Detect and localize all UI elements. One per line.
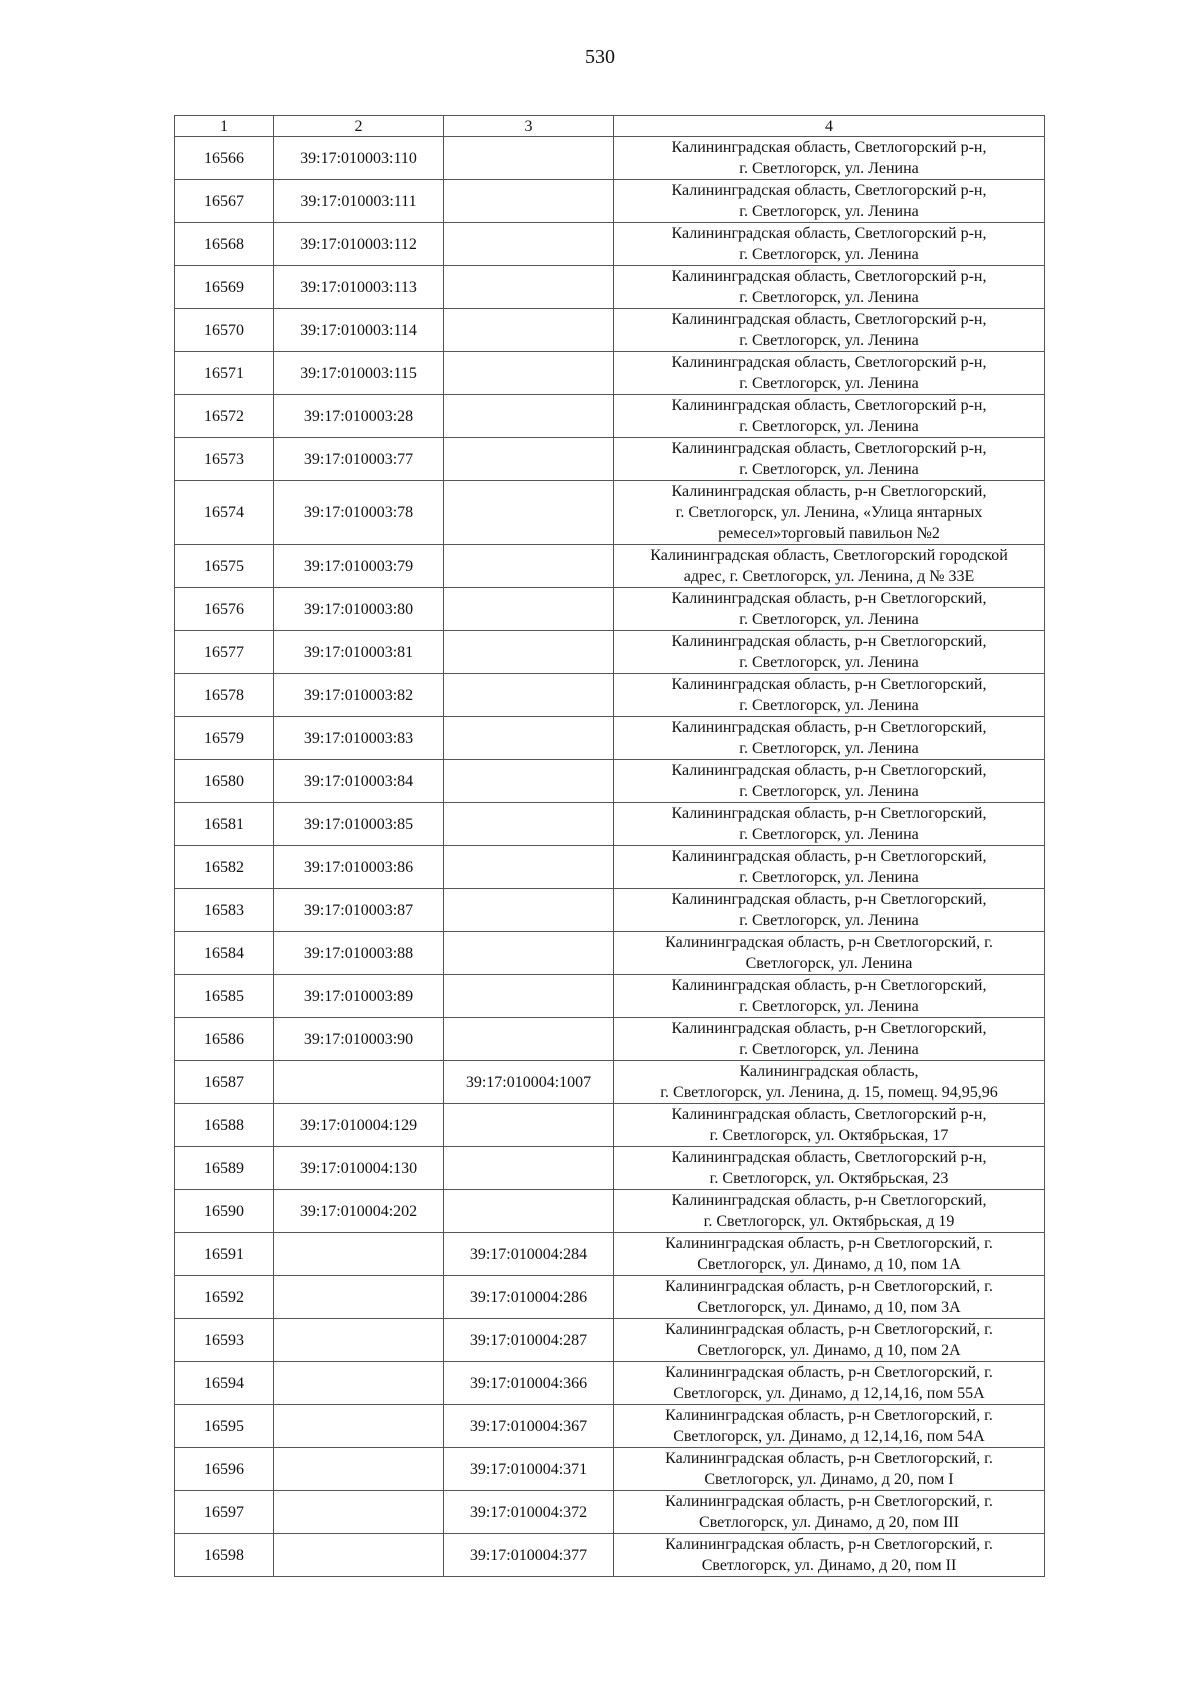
row-number-cell: 16588	[175, 1104, 274, 1147]
page-number: 530	[585, 46, 615, 68]
row-number-cell: 16573	[175, 438, 274, 481]
address-cell	[614, 588, 1045, 631]
address-line: Калининградская область,	[739, 1063, 919, 1080]
premises-cadastral-number-cell: 39:17:010004:366	[444, 1362, 614, 1405]
cadastral-number-cell: 39:17:010003:110	[274, 137, 444, 180]
address-line: г. Светлогорск, ул. Ленина, д. 15, помещ. 94,95,96	[660, 1084, 998, 1101]
address-line: Калининградская область, р-н Светлогорский, г.	[665, 1450, 993, 1467]
table-row	[175, 760, 1045, 803]
row-number-cell: 16567	[175, 180, 274, 223]
row-number-cell: 16587	[175, 1061, 274, 1104]
table-row	[175, 932, 1045, 975]
cadastral-number-cell: 39:17:010003:114	[274, 309, 444, 352]
premises-cadastral-number-cell: 39:17:010004:367	[444, 1405, 614, 1448]
address-cell	[614, 266, 1045, 309]
premises-cadastral-number-cell	[444, 137, 614, 180]
premises-cadastral-number-cell: 39:17:010004:371	[444, 1448, 614, 1491]
table-row	[175, 1190, 1045, 1233]
table-row	[175, 223, 1045, 266]
row-number-cell: 16576	[175, 588, 274, 631]
address-line: Калининградская область, Светлогорский р-н,	[671, 268, 987, 285]
premises-cadastral-number-cell	[444, 309, 614, 352]
address-cell	[614, 352, 1045, 395]
address-line: ремесел»торговый павильон №2	[718, 525, 940, 542]
address-cell	[614, 309, 1045, 352]
table-row	[175, 395, 1045, 438]
table-row	[175, 1362, 1045, 1405]
address-cell	[614, 395, 1045, 438]
row-number-cell: 16572	[175, 395, 274, 438]
address-line: Светлогорск, ул. Ленина	[745, 955, 913, 972]
table-row	[175, 717, 1045, 760]
premises-cadastral-number-cell	[444, 975, 614, 1018]
premises-cadastral-number-cell: 39:17:010004:284	[444, 1233, 614, 1276]
address-cell	[614, 975, 1045, 1018]
row-number-cell: 16589	[175, 1147, 274, 1190]
address-line: г. Светлогорск, ул. Ленина	[739, 912, 919, 929]
address-cell	[614, 846, 1045, 889]
premises-cadastral-number-cell: 39:17:010004:286	[444, 1276, 614, 1319]
address-line: Калининградская область, р-н Светлогорский, г.	[665, 1407, 993, 1424]
table-row	[175, 631, 1045, 674]
address-line: г. Светлогорск, ул. Ленина	[739, 611, 919, 628]
header-cell: 1	[175, 116, 274, 137]
row-number-cell: 16579	[175, 717, 274, 760]
cadastral-number-cell: 39:17:010003:112	[274, 223, 444, 266]
address-line: Калининградская область, Светлогорский р-н,	[671, 311, 987, 328]
row-number-cell: 16566	[175, 137, 274, 180]
cadastral-number-cell	[274, 1233, 444, 1276]
row-number-cell: 16583	[175, 889, 274, 932]
address-cell	[614, 545, 1045, 588]
address-cell	[614, 1147, 1045, 1190]
cadastral-number-cell	[274, 1362, 444, 1405]
address-line: г. Светлогорск, ул. Ленина	[739, 998, 919, 1015]
cadastral-number-cell: 39:17:010003:79	[274, 545, 444, 588]
row-number-cell: 16590	[175, 1190, 274, 1233]
cadastral-number-cell	[274, 1491, 444, 1534]
registry-table	[174, 115, 1045, 1577]
table-row	[175, 846, 1045, 889]
address-line: г. Светлогорск, ул. Ленина	[739, 375, 919, 392]
address-cell	[614, 1448, 1045, 1491]
address-line: Калининградская область, р-н Светлогорский,	[671, 977, 987, 994]
address-line: Калининградская область, Светлогорский р-н,	[671, 225, 987, 242]
row-number-cell: 16598	[175, 1534, 274, 1577]
cadastral-number-cell: 39:17:010003:115	[274, 352, 444, 395]
address-cell	[614, 932, 1045, 975]
table-row	[175, 309, 1045, 352]
row-number-cell: 16596	[175, 1448, 274, 1491]
row-number-cell: 16595	[175, 1405, 274, 1448]
address-line: г. Светлогорск, ул. Ленина	[739, 332, 919, 349]
row-number-cell: 16586	[175, 1018, 274, 1061]
cadastral-number-cell: 39:17:010003:87	[274, 889, 444, 932]
cadastral-number-cell: 39:17:010003:80	[274, 588, 444, 631]
address-cell	[614, 1018, 1045, 1061]
address-line: г. Светлогорск, ул. Ленина	[739, 869, 919, 886]
address-line: Калининградская область, р-н Светлогорский,	[671, 891, 987, 908]
address-line: Калининградская область, Светлогорский р-н,	[671, 397, 987, 414]
premises-cadastral-number-cell: 39:17:010004:377	[444, 1534, 614, 1577]
cadastral-number-cell: 39:17:010003:111	[274, 180, 444, 223]
cadastral-number-cell: 39:17:010003:85	[274, 803, 444, 846]
address-line: Калининградская область, Светлогорский р-н,	[671, 182, 987, 199]
row-number-cell: 16578	[175, 674, 274, 717]
row-number-cell: 16574	[175, 481, 274, 545]
address-line: Калининградская область, Светлогорский р-н,	[671, 1149, 987, 1166]
premises-cadastral-number-cell	[444, 1147, 614, 1190]
premises-cadastral-number-cell	[444, 674, 614, 717]
row-number-cell: 16582	[175, 846, 274, 889]
address-line: Калининградская область, Светлогорский р-н,	[671, 440, 987, 457]
premises-cadastral-number-cell	[444, 1018, 614, 1061]
row-number-cell: 16577	[175, 631, 274, 674]
address-line: Калининградская область, р-н Светлогорский,	[671, 590, 987, 607]
premises-cadastral-number-cell	[444, 180, 614, 223]
address-line: г. Светлогорск, ул. Ленина	[739, 461, 919, 478]
cadastral-number-cell: 39:17:010003:84	[274, 760, 444, 803]
cadastral-number-cell	[274, 1534, 444, 1577]
address-cell	[614, 1190, 1045, 1233]
cadastral-number-cell: 39:17:010003:83	[274, 717, 444, 760]
row-number-cell: 16569	[175, 266, 274, 309]
address-line: Светлогорск, ул. Динамо, д 10, пом 3А	[697, 1299, 961, 1316]
address-line: Калининградская область, р-н Светлогорский, г.	[665, 1493, 993, 1510]
address-line: Светлогорск, ул. Динамо, д 12,14,16, пом 55А	[673, 1385, 985, 1402]
table-row	[175, 1405, 1045, 1448]
row-number-cell: 16585	[175, 975, 274, 1018]
premises-cadastral-number-cell	[444, 717, 614, 760]
table-row	[175, 545, 1045, 588]
cadastral-number-cell	[274, 1319, 444, 1362]
cadastral-number-cell	[274, 1405, 444, 1448]
cadastral-number-cell	[274, 1448, 444, 1491]
table-row	[175, 1061, 1045, 1104]
table-row	[175, 1018, 1045, 1061]
address-cell	[614, 481, 1045, 545]
address-cell	[614, 1534, 1045, 1577]
address-line: г. Светлогорск, ул. Ленина	[739, 203, 919, 220]
table-row	[175, 481, 1045, 545]
cadastral-number-cell	[274, 1061, 444, 1104]
table-row	[175, 889, 1045, 932]
address-line: г. Светлогорск, ул. Октябрьская, 23	[709, 1170, 949, 1187]
table-header-row	[175, 116, 1045, 137]
cadastral-number-cell: 39:17:010003:89	[274, 975, 444, 1018]
premises-cadastral-number-cell	[444, 889, 614, 932]
address-cell	[614, 717, 1045, 760]
address-cell	[614, 674, 1045, 717]
cadastral-number-cell: 39:17:010003:113	[274, 266, 444, 309]
address-line: г. Светлогорск, ул. Ленина	[739, 740, 919, 757]
address-line: г. Светлогорск, ул. Ленина	[739, 289, 919, 306]
address-line: Светлогорск, ул. Динамо, д 20, пом II	[701, 1557, 957, 1574]
premises-cadastral-number-cell	[444, 395, 614, 438]
premises-cadastral-number-cell	[444, 1104, 614, 1147]
premises-cadastral-number-cell	[444, 481, 614, 545]
address-cell	[614, 1491, 1045, 1534]
address-line: Калининградская область, р-н Светлогорский,	[671, 848, 987, 865]
table-row	[175, 1534, 1045, 1577]
row-number-cell: 16597	[175, 1491, 274, 1534]
address-line: г. Светлогорск, ул. Ленина	[739, 418, 919, 435]
premises-cadastral-number-cell	[444, 846, 614, 889]
row-number-cell: 16584	[175, 932, 274, 975]
address-cell	[614, 1319, 1045, 1362]
cadastral-number-cell: 39:17:010003:78	[274, 481, 444, 545]
address-line: Калининградская область, р-н Светлогорский, г.	[665, 1536, 993, 1553]
address-line: г. Светлогорск, ул. Ленина	[739, 654, 919, 671]
premises-cadastral-number-cell	[444, 352, 614, 395]
table-row	[175, 588, 1045, 631]
address-cell	[614, 1276, 1045, 1319]
address-line: Светлогорск, ул. Динамо, д 10, пом 1А	[697, 1256, 961, 1273]
address-line: Калининградская область, Светлогорский р-н,	[671, 1106, 987, 1123]
premises-cadastral-number-cell	[444, 932, 614, 975]
address-line: г. Светлогорск, ул. Ленина	[739, 160, 919, 177]
premises-cadastral-number-cell	[444, 438, 614, 481]
table-row	[175, 1276, 1045, 1319]
row-number-cell: 16591	[175, 1233, 274, 1276]
row-number-cell: 16570	[175, 309, 274, 352]
address-cell	[614, 180, 1045, 223]
address-line: г. Светлогорск, ул. Ленина	[739, 246, 919, 263]
table-row	[175, 674, 1045, 717]
address-line: г. Светлогорск, ул. Ленина	[739, 783, 919, 800]
row-number-cell: 16594	[175, 1362, 274, 1405]
premises-cadastral-number-cell	[444, 1190, 614, 1233]
address-line: Калининградская область, р-н Светлогорский, г.	[665, 1235, 993, 1252]
cadastral-number-cell: 39:17:010003:82	[274, 674, 444, 717]
address-line: Калининградская область, р-н Светлогорский, г.	[665, 1278, 993, 1295]
cadastral-number-cell: 39:17:010004:130	[274, 1147, 444, 1190]
table-row	[175, 1104, 1045, 1147]
address-cell	[614, 438, 1045, 481]
row-number-cell: 16580	[175, 760, 274, 803]
address-cell	[614, 1061, 1045, 1104]
address-line: Калининградская область, Светлогорский городской	[650, 547, 1008, 564]
premises-cadastral-number-cell	[444, 631, 614, 674]
table-row	[175, 266, 1045, 309]
address-line: Калининградская область, р-н Светлогорский,	[671, 483, 987, 500]
premises-cadastral-number-cell: 39:17:010004:1007	[444, 1061, 614, 1104]
premises-cadastral-number-cell: 39:17:010004:287	[444, 1319, 614, 1362]
address-line: Калининградская область, р-н Светлогорский,	[671, 1192, 987, 1209]
address-line: г. Светлогорск, ул. Ленина	[739, 697, 919, 714]
cadastral-number-cell: 39:17:010004:202	[274, 1190, 444, 1233]
table-row	[175, 1491, 1045, 1534]
cadastral-number-cell: 39:17:010003:86	[274, 846, 444, 889]
table-row	[175, 1319, 1045, 1362]
address-cell	[614, 1104, 1045, 1147]
address-line: г. Светлогорск, ул. Октябрьская, 17	[709, 1127, 949, 1144]
address-line: Светлогорск, ул. Динамо, д 20, пом I	[704, 1471, 954, 1488]
premises-cadastral-number-cell	[444, 760, 614, 803]
address-line: Калининградская область, р-н Светлогорский,	[671, 1020, 987, 1037]
address-line: Калининградская область, Светлогорский р-н,	[671, 354, 987, 371]
row-number-cell: 16593	[175, 1319, 274, 1362]
address-line: г. Светлогорск, ул. Октябрьская, д 19	[703, 1213, 955, 1230]
address-cell	[614, 889, 1045, 932]
address-line: Калининградская область, Светлогорский р-н,	[671, 139, 987, 156]
address-line: Калининградская область, р-н Светлогорский, г.	[665, 934, 993, 951]
address-line: Калининградская область, р-н Светлогорский,	[671, 719, 987, 736]
table-row	[175, 352, 1045, 395]
row-number-cell: 16592	[175, 1276, 274, 1319]
table-row	[175, 1233, 1045, 1276]
cadastral-number-cell	[274, 1276, 444, 1319]
cadastral-number-cell: 39:17:010004:129	[274, 1104, 444, 1147]
premises-cadastral-number-cell	[444, 266, 614, 309]
table-row	[175, 1147, 1045, 1190]
premises-cadastral-number-cell	[444, 223, 614, 266]
table-row	[175, 438, 1045, 481]
cadastral-number-cell: 39:17:010003:90	[274, 1018, 444, 1061]
header-cell: 2	[274, 116, 444, 137]
address-line: г. Светлогорск, ул. Ленина, «Улица янтарных	[675, 504, 983, 521]
table-row	[175, 180, 1045, 223]
premises-cadastral-number-cell: 39:17:010004:372	[444, 1491, 614, 1534]
address-line: г. Светлогорск, ул. Ленина	[739, 1041, 919, 1058]
cadastral-number-cell: 39:17:010003:81	[274, 631, 444, 674]
address-line: Калининградская область, р-н Светлогорский,	[671, 676, 987, 693]
table-row	[175, 1448, 1045, 1491]
address-line: Светлогорск, ул. Динамо, д 12,14,16, пом 54А	[673, 1428, 985, 1445]
address-cell	[614, 1362, 1045, 1405]
address-cell	[614, 803, 1045, 846]
cadastral-number-cell: 39:17:010003:28	[274, 395, 444, 438]
address-cell	[614, 137, 1045, 180]
address-line: г. Светлогорск, ул. Ленина	[739, 826, 919, 843]
row-number-cell: 16581	[175, 803, 274, 846]
address-line: Калининградская область, р-н Светлогорский,	[671, 805, 987, 822]
address-line: Светлогорск, ул. Динамо, д 20, пом III	[699, 1514, 959, 1531]
address-cell	[614, 631, 1045, 674]
address-line: Калининградская область, р-н Светлогорский,	[671, 633, 987, 650]
cadastral-number-cell: 39:17:010003:77	[274, 438, 444, 481]
address-cell	[614, 760, 1045, 803]
row-number-cell: 16571	[175, 352, 274, 395]
row-number-cell: 16575	[175, 545, 274, 588]
address-line: Калининградская область, р-н Светлогорский, г.	[665, 1364, 993, 1381]
table-row	[175, 137, 1045, 180]
address-line: Светлогорск, ул. Динамо, д 10, пом 2А	[697, 1342, 961, 1359]
table-row	[175, 975, 1045, 1018]
address-line: Калининградская область, р-н Светлогорский, г.	[665, 1321, 993, 1338]
premises-cadastral-number-cell	[444, 803, 614, 846]
address-cell	[614, 1233, 1045, 1276]
row-number-cell: 16568	[175, 223, 274, 266]
address-cell	[614, 223, 1045, 266]
premises-cadastral-number-cell	[444, 588, 614, 631]
cadastral-number-cell: 39:17:010003:88	[274, 932, 444, 975]
table-row	[175, 803, 1045, 846]
header-cell: 3	[444, 116, 614, 137]
address-line: адрес, г. Светлогорск, ул. Ленина, д № 33Е	[683, 568, 975, 585]
address-cell	[614, 1405, 1045, 1448]
address-line: Калининградская область, р-н Светлогорский,	[671, 762, 987, 779]
header-cell: 4	[614, 116, 1045, 137]
premises-cadastral-number-cell	[444, 545, 614, 588]
